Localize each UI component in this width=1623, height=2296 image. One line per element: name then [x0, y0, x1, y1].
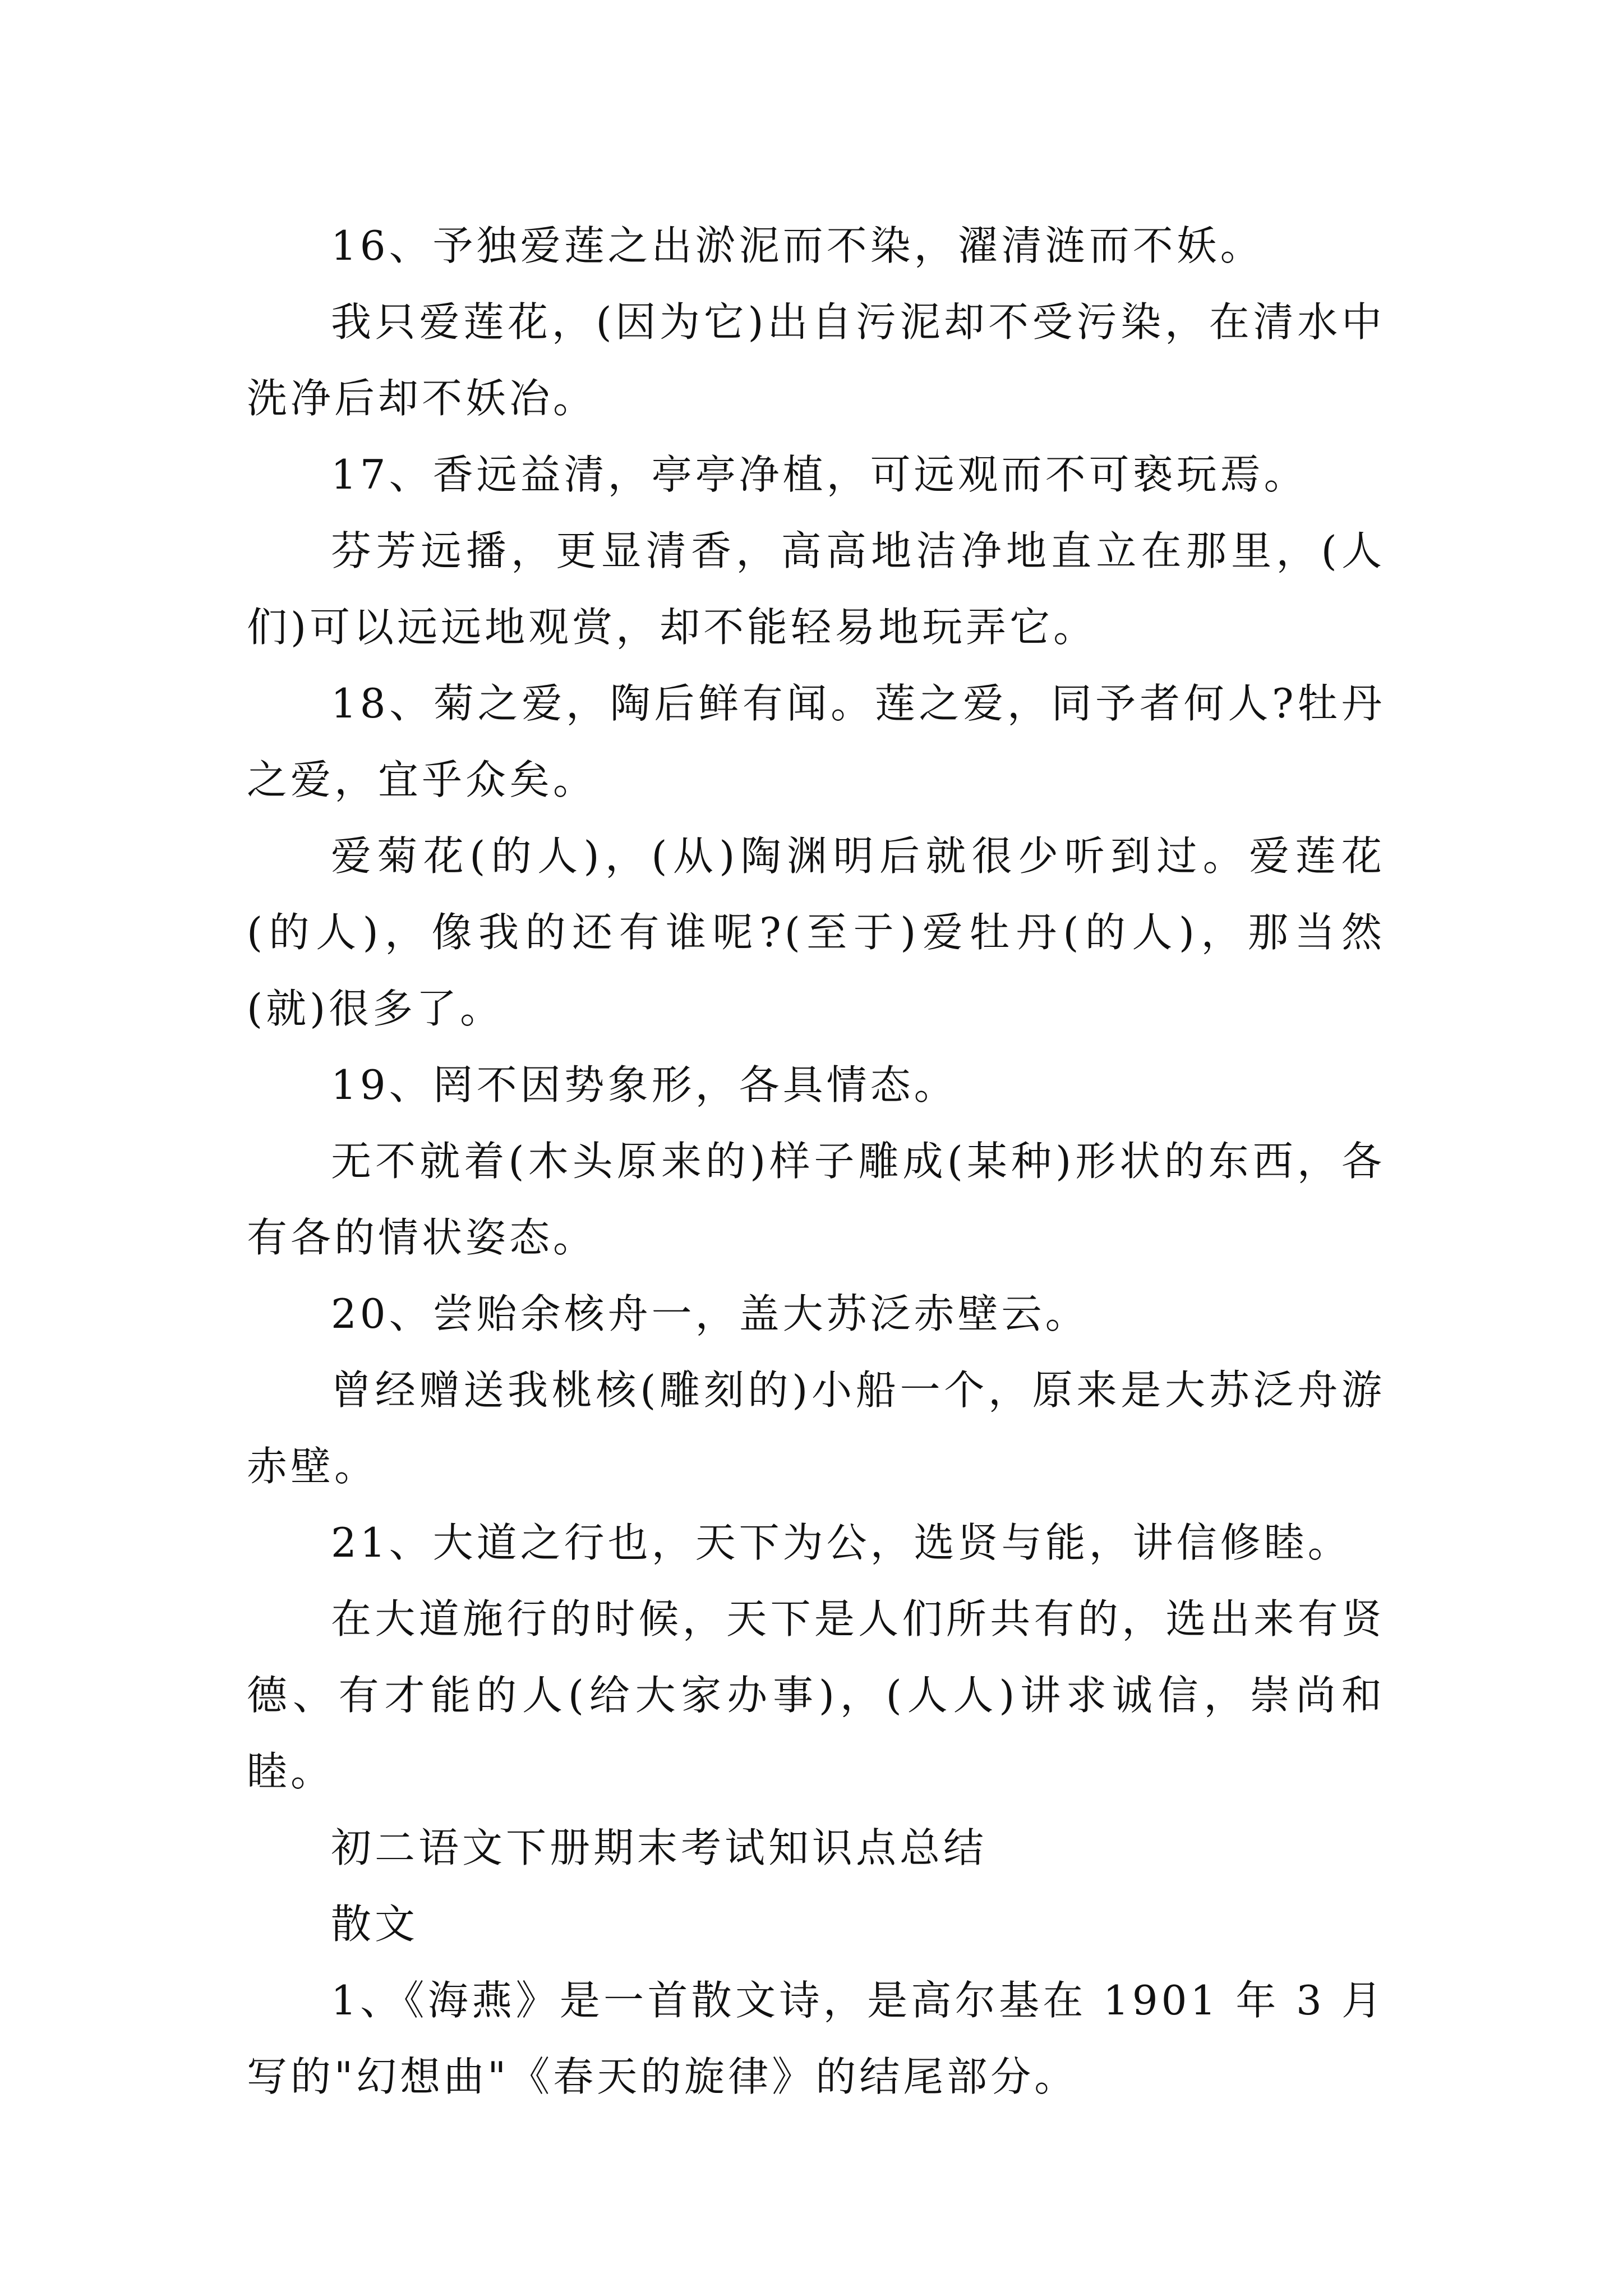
paragraph-item-20-translation: 曾经赠送我桃核(雕刻的)小船一个，原来是大苏泛舟游赤壁。 — [247, 1366, 1385, 1490]
paragraph-item-20-original: 20、尝贻余核舟一，盖大苏泛赤壁云。 — [331, 1290, 1089, 1337]
paragraph-item-1-prose: 1、《海燕》是一首散文诗，是高尔基在 1901 年 3 月写的"幻想曲"《春天的旋律》的结尾部分。 — [247, 1977, 1385, 2100]
paragraph-item-16-translation: 我只爱莲花，(因为它)出自污泥却不受污染，在清水中洗净后却不妖冶。 — [247, 298, 1385, 422]
paragraph-item-18-original: 18、菊之爱，陶后鲜有闻。莲之爱，同予者何人?牡丹之爱，宜乎众矣。 — [247, 680, 1385, 803]
document-body — [247, 208, 1385, 2115]
subsection-heading: 散文 — [331, 1901, 419, 1948]
paragraph-item-17-original: 17、香远益清，亭亭净植，可远观而不可亵玩焉。 — [331, 451, 1308, 498]
paragraph-item-17-translation: 芬芳远播，更显清香，高高地洁净地直立在那里，(人们)可以远远地观赏，却不能轻易地玩弄它。 — [247, 527, 1385, 651]
paragraph-item-21-translation: 在大道施行的时候，天下是人们所共有的，选出来有贤德、有才能的人(给大家办事)，(人人)讲求诚信，崇尚和睦。 — [247, 1595, 1385, 1795]
paragraph-item-16-original: 16、予独爱莲之出淤泥而不染，濯清涟而不妖。 — [331, 222, 1264, 269]
paragraph-item-21-original: 21、大道之行也，天下为公，选贤与能，讲信修睦。 — [331, 1519, 1352, 1566]
paragraph-item-18-translation: 爱菊花(的人)，(从)陶渊明后就很少听到过。爱莲花(的人)，像我的还有谁呢?(至于)爱牡丹(的人)，那当然(就)很多了。 — [247, 832, 1385, 1032]
paragraph-item-19-translation: 无不就着(木头原来的)样子雕成(某种)形状的东西，各有各的情状姿态。 — [247, 1138, 1385, 1261]
paragraph-item-19-original: 19、罔不因势象形，各具情态。 — [331, 1061, 958, 1108]
section-heading: 初二语文下册期末考试知识点总结 — [331, 1824, 988, 1871]
